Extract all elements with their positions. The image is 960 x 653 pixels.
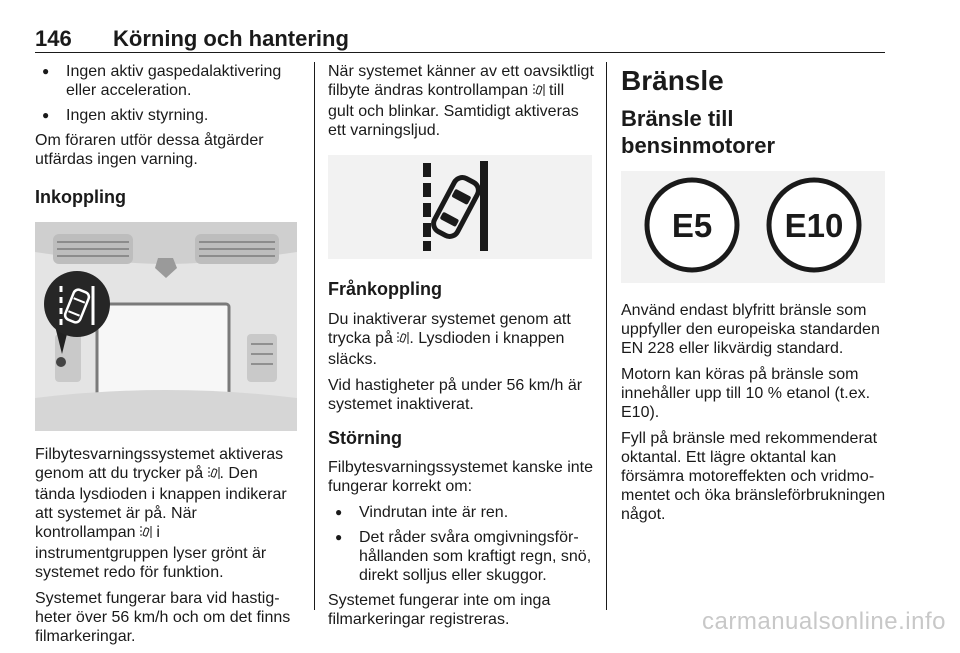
right-column	[621, 62, 887, 531]
watermark: carmanualsonline.info	[702, 608, 946, 635]
paragraph: Du inaktiverar systemet genom att trycka på . Lysdioden i knappen släcks.	[328, 311, 571, 368]
page-header	[35, 22, 885, 52]
page-number: 146	[35, 26, 72, 51]
fuel-label-e10: E10	[784, 207, 844, 244]
paragraph: Systemet fungerar bara vid hastigheter över 56 km/h och om det finns filmarkeringar.	[35, 590, 291, 645]
paragraph: Fyll på bränsle med rekommenderat oktantal. Ett lägre oktantal kan försämra motoreffekten och vridmomentet och öka bränsleförbrukningen något.	[621, 430, 886, 523]
paragraph: Vid hastigheter på under 56 km/h är systemet inaktiverat.	[328, 377, 583, 413]
heading-inkoppling: Inkoppling	[35, 187, 126, 207]
column-divider-1	[314, 62, 315, 610]
lane-departure-icon	[328, 155, 592, 259]
running-title: Körning och hantering	[113, 26, 349, 51]
fuel-labels-figure	[621, 171, 885, 283]
left-column	[35, 62, 297, 653]
lane-departure-figure	[328, 155, 592, 259]
paragraph: Filbytesvarningssystemet aktiveras genom att du trycker på . Den tända lysdioden i knappen indikerar att systemet är på. När kontrollampan i instrumentgruppen lyser grönt är systemet redo för funktion.	[35, 446, 287, 581]
paragraph: Systemet fungerar inte om inga filmarkeringar registreras.	[328, 592, 551, 628]
heading-frankoppling: Frånkoppling	[328, 279, 442, 299]
middle-bullet-list	[328, 503, 594, 585]
subsection-title: Bränsle till bensinmotorer	[621, 106, 776, 158]
list-item: ● Vindrutan inte är ren.	[328, 503, 594, 522]
fuel-label-e5: E5	[671, 207, 713, 244]
fuel-labels-graphic	[621, 171, 885, 283]
paragraph: När systemet känner av ett oavsiktligt filbyte ändras kontrollampan till gult och blinkar. Samtidigt aktiveras ett varningsljud.	[328, 63, 594, 139]
left-bullet-list	[35, 62, 297, 125]
paragraph: Motorn kan köras på bränsle som innehåller upp till 10 % etanol (t.ex. E10).	[621, 366, 871, 421]
section-title: Bränsle	[621, 65, 724, 96]
middle-column	[328, 62, 594, 636]
paragraph: Om föraren utför dessa åtgärder utfärdas ingen varning.	[35, 132, 264, 168]
paragraph: Filbytesvarningssystemet kanske inte fungerar korrekt om:	[328, 459, 593, 495]
dashboard-illustration	[35, 222, 297, 431]
column-divider-2	[606, 62, 607, 610]
dashboard-figure	[35, 222, 297, 431]
list-item: ● Det råder svåra omgivningsförhållanden som kraftigt regn, snö, direkt solljus eller skuggor.	[328, 528, 594, 585]
heading-storning: Störning	[328, 428, 402, 448]
lane-departure-icon	[397, 331, 409, 350]
lane-departure-icon	[533, 83, 545, 102]
list-item: ● Ingen aktiv gaspedalaktivering eller acceleration.	[35, 62, 297, 100]
list-item: ● Ingen aktiv styrning.	[35, 106, 297, 125]
lane-departure-icon	[208, 466, 220, 485]
lane-departure-icon	[140, 525, 152, 544]
header-rule	[35, 52, 885, 53]
paragraph: Använd endast blyfritt bränsle som uppfyller den europeiska standarden EN 228 eller likvärdig standard.	[621, 302, 880, 357]
